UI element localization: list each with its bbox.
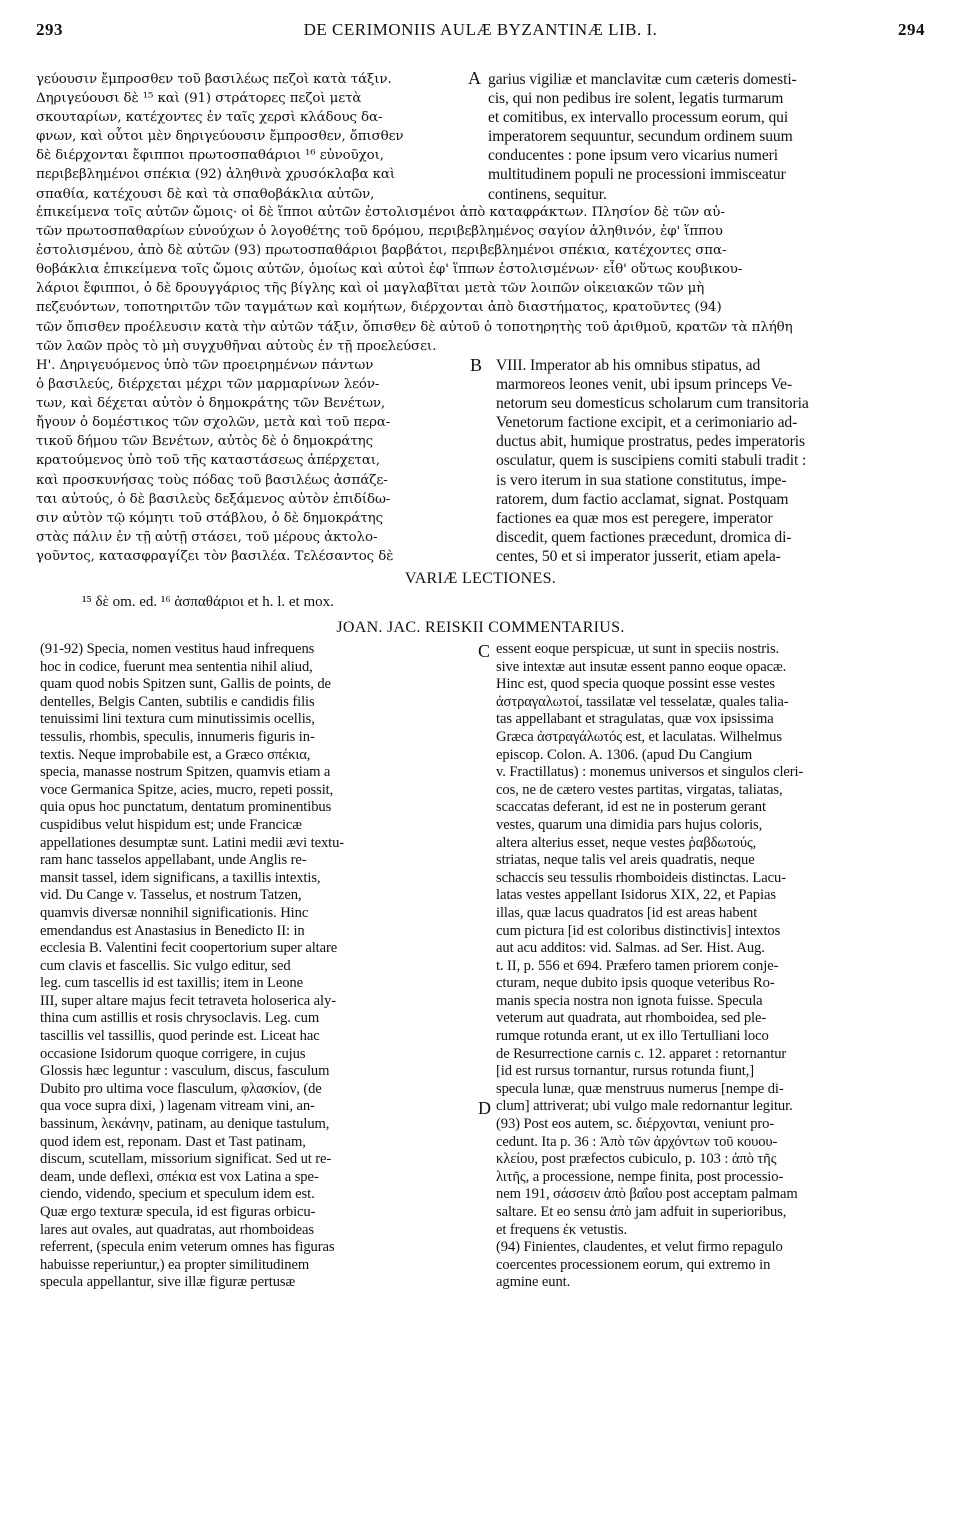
text-line: netorum seu domesticus scholarum cum transitoria	[496, 395, 809, 413]
text-line: marmoreos leones venit, ubi ipsum princeps Ve-	[496, 376, 793, 394]
text-line: clum] attriverat; ubi vulgo male redornantur legitur.	[496, 1098, 793, 1115]
text-line: VIII. Imperator ab his omnibus stipatus, ad	[496, 357, 761, 374]
section-marker-d: D	[478, 1098, 491, 1118]
text-line: θοβάκλια ἐπικείμενα τοῖς ὤμοις αὐτῶν, ὁμοίως καὶ αὐτοὶ ἐφ' ἵππων ἐστολισμένων· εἶθ' οὕτως κουβικου-	[36, 262, 743, 278]
text-line: altera alterius esset, neque vestes ῥαβδωτούς,	[496, 834, 757, 851]
text-line: (91-92) Specia, nomen vestitus haud infrequens	[40, 641, 315, 657]
text-line: osculatur, quem is suscipiens comiti stabuli tradit :	[496, 452, 807, 470]
text-line: γεύουσιν ἔμπροσθεν τοῦ βασιλέως πεζοὶ κατὰ τάξιν.	[36, 72, 392, 87]
text-line: hoc in codice, fuerunt mea sententia nihil aliud,	[40, 658, 313, 675]
text-line: περιβεβλημένοι σπέκια (92) ἀληθινὰ χρυσόκλαβα καὶ	[36, 167, 396, 183]
text-line: (93) Post eos autem, sc. διέρχονται, veniunt pro-	[496, 1116, 775, 1133]
text-line: Glossis hæc leguntur : vasculum, discus, fasculum	[40, 1063, 330, 1080]
commentary-right-column	[496, 641, 926, 1292]
text-line: λιτῆς, a processione, nempe finita, post processio-	[496, 1168, 784, 1185]
text-line: tenuissimi lini textura cum minutissimis ocellis,	[40, 711, 315, 728]
text-line: ἐπικείμενα τοῖς αὐτῶν ὤμοις· οἱ δὲ ἵπποι αὐτῶν ἐστολισμένοι ἀπὸ καταφράκτων. Πλησίον δὲ τῶν αὐ-	[36, 205, 725, 220]
text-line: ecclesia B. Valentini fecit coopertorium super altare	[40, 940, 338, 957]
text-line: habuisse reperiuntur,) ea propter similitudinem	[40, 1256, 310, 1273]
text-line: δὲ διέρχονται ἔφιπποι πρωτοσπαθάριοι ¹⁶ εὐνοῦχοι,	[36, 148, 384, 164]
commentary-heading: JOAN. JAC. REISKII COMMENTARIUS.	[336, 619, 625, 636]
text-line: rumque rotunda erant, ut ex illo Tertulliani loco	[496, 1028, 769, 1045]
text-line: tas appellabant et stragulatas, quæ vox ipsissima	[496, 711, 774, 728]
text-line: centes, 50 et si imperator jusserit, etiam apela-	[496, 547, 781, 565]
text-line: factiones ea quæ mos est peregere, imperator	[496, 509, 773, 527]
text-line: aut acu additos: vid. Salmas. ad Ser. Hist. Aug.	[496, 940, 765, 957]
text-line: ται αὐτούς, ὁ δὲ βασιλεὺς δεξάμενος αὐτὸν ἐπιδίδω-	[36, 491, 391, 507]
text-line: γοῦντος, κατασφραγίζει τὸν βασιλέα. Τελέσαντος δὲ	[36, 548, 394, 564]
text-line: κλείου, post præfectos cubiculo, p. 103 : ἀπὸ τῆς	[496, 1151, 777, 1168]
text-line: v. Fractillatus) : monemus universos et singulos cleri-	[496, 764, 804, 781]
text-line: dentelles, Belgis Canten, subtilis e candidis filis	[40, 693, 315, 710]
text-line: cis, qui non pedibus ire solent, legatis turmarum	[488, 90, 784, 108]
text-line: leg. cum tascellis id est taxillis; item in Leone	[40, 975, 303, 992]
text-line: λάριοι ἔφιπποι, ὁ δὲ δρουγγάριος τῆς βίγλης καὶ οἱ μαγλαβῖται μετὰ τῶν λοιπῶν οἰκειακῶν τῶν μὴ	[36, 281, 705, 297]
text-line: occasione Isidorum quoque corrigere, in cujus	[40, 1045, 306, 1062]
variae-line: ¹⁵ δὲ om. ed. ¹⁶ ἀσπαθάριοι et h. l. et mox.	[82, 594, 334, 610]
text-line: πεζευόντων, τοποτηριτῶν τῶν ταγμάτων καὶ κομήτων, διέρχονται ἀπὸ διαστήματος, κρατοῦντες (94)	[36, 300, 722, 316]
text-line: deam, unde deflexi, σπέκια est vox Latina a spe-	[40, 1168, 319, 1185]
text-line: vestes, quarum una dimidia pars hujus coloris,	[496, 816, 763, 833]
text-line: quamvis diversæ nonnihil significationis. Hinc	[40, 904, 309, 921]
text-line: continens, sequitur.	[488, 185, 607, 203]
text-line: Δηριγεύουσι δὲ ¹⁵ καὶ (91) στράτορες πεζοὶ μετὰ	[36, 91, 362, 107]
text-line: cum pictura [id est coloribus distinctivis] intextos	[496, 922, 781, 939]
text-line: III, super altare majus fecit tetraveta holoserica aly-	[40, 992, 336, 1009]
page-number-left: 293	[36, 20, 63, 39]
text-line: agmine eunt.	[496, 1274, 571, 1291]
text-line: conducentes : pone ipsum vero vicarius numeri	[488, 147, 778, 165]
text-line: ductus abit, humique prostratus, pedes imperatoris	[496, 433, 805, 451]
text-line: φνων, καὶ οὗτοι μὲν δηριγεύουσιν ἔμπροσθεν, ὄπισθεν	[36, 129, 404, 145]
running-title: DE CERIMONIIS AULÆ BYZANTINÆ LIB. I.	[303, 20, 658, 39]
text-line: [id est rursus tornantur, rursus rotunda fiunt,]	[496, 1063, 755, 1080]
text-line: qua voce supra dixi, ) lagenam vitream vini, an-	[40, 1098, 315, 1115]
text-line: τικοῦ δήμου τῶν Βενέτων, αὐτὸς δὲ ὁ δημοκράτης	[36, 434, 373, 450]
text-line: coercentes processionem eorum, qui extremo in	[496, 1256, 771, 1273]
text-line: schaccis seu tessulis rhomboideis distinctas. Lacu-	[496, 869, 786, 886]
text-line: quod idem est, reponam. Dast et Tast patinam,	[40, 1133, 306, 1150]
text-line: Quæ ergo texturæ specula, id est figuras orbicu-	[40, 1204, 316, 1220]
text-line: imperatorem sequuntur, secundum ordinem suum	[488, 128, 793, 146]
text-line: quia opus hoc punctatum, dentatum prominentibus	[40, 799, 332, 816]
section-marker-a: A	[468, 68, 481, 88]
text-line: Venetorum factione excipit, et a cerimoniario ad-	[496, 414, 798, 432]
text-line: multitudinem populi ne processioni immisceatur	[488, 166, 786, 184]
text-line: t. II, p. 556 et 694. Præfero tamen priorem conje-	[496, 957, 779, 974]
text-line: is vero iterum in sua statione constitutus, impe-	[496, 471, 787, 489]
text-line: των, καὶ δέχεται αὐτὸν ὁ δημοκράτης τῶν Βενέτων,	[36, 396, 386, 412]
text-line: referrent, (specula enim veterum omnes has figuras	[40, 1239, 335, 1256]
text-line: episcop. Colon. A. 1306. (apud Du Cangium	[496, 746, 753, 763]
text-line: specula lunæ, quæ menstruus numerus [nempe di-	[496, 1080, 784, 1097]
text-line: ἀστραγαλωτοί, tassilatæ vel tesselatæ, quales talia-	[496, 693, 789, 710]
text-line: appellationes desumptæ sunt. Latini medii ævi textu-	[40, 834, 345, 851]
text-line: latas vestes appellant Isidorus XIX, 22, et Papias	[496, 887, 776, 904]
text-line: sive intextæ aut insutæ essent panno eoque opacæ.	[496, 658, 787, 675]
text-line: tascillis vel tassillis, quod perinde est. Liceat hac	[40, 1028, 320, 1045]
text-line: illas, quæ lacus quadratos [id est areas habent	[496, 904, 758, 921]
text-line: σιν αὐτὸν τῷ κόμητι τοῦ στάβλου, ὁ δὲ δημοκράτης	[36, 510, 383, 526]
text-line: σπαθία, κατέχουσι δὲ καὶ τὰ σπαθοβάκλια αὐτῶν,	[36, 186, 375, 202]
text-line: vid. Du Cange v. Tasselus, et nostrum Tatzen,	[40, 887, 302, 904]
text-line: striatas, neque talis vel areis quadratis, neque	[496, 852, 755, 869]
text-line: Græca ἀστραγάλωτός est, et laculatas. Wilhelmus	[496, 728, 782, 745]
text-line: τῶν ὄπισθεν προέλευσιν κατὰ τὴν αὐτῶν τάξιν, ὄπισθεν δὲ αὐτοῦ ὁ τοποτηρητὴς τοῦ ἀριθμοῦ, κρατῶν τὰ πλήθη	[36, 319, 793, 335]
section-marker-c: C	[478, 641, 491, 661]
text-line: ἐστολισμένου, ἀπὸ δὲ αὐτῶν (93) πρωτοσπαθάριοι βαρβάτοι, περιβεβλημένοι σπέκια, κατέχοντες σπα-	[36, 243, 727, 259]
text-line: thina cum astillis et rosis chrysoclavis. Leg. cum	[40, 1010, 320, 1027]
text-line: Hinc est, quod specia quoque possint esse vestes	[496, 676, 775, 693]
text-line: et frequens ἐκ vetustis.	[496, 1221, 628, 1238]
page-number-right: 294	[898, 20, 925, 39]
text-line: lares aut ovales, aut quadratas, aut rhomboideas	[40, 1221, 315, 1238]
text-line: cos, ne de cætero vestes partitas, virgatas, taliatas,	[496, 781, 783, 798]
text-line: τῶν λαῶν πρὸς τὸ μὴ συγχυθῆναι αὐτοὺς ἐν τῇ προελεύσει.	[36, 338, 437, 354]
text-line: Η'. Δηριγευόμενος ὑπὸ τῶν προειρημένων πάντων	[36, 358, 374, 373]
text-line: κρατούμενος ὑπὸ τοῦ τῆς καταστάσεως ἀπέρχεται,	[36, 453, 381, 469]
text-line: ὁ βασιλεύς, διέρχεται μέχρι τῶν μαρμαρίνων λεόν-	[36, 377, 380, 393]
text-line: discedit, quem factiones præcedunt, dromica di-	[496, 528, 792, 546]
text-line: discum, scutellam, missorium significat. Sed ut re-	[40, 1151, 332, 1168]
text-line: garius vigiliæ et manclavitæ cum cæteris domesti-	[488, 71, 797, 88]
greek-text-full-width	[36, 203, 926, 356]
text-line: Dubito pro ultima voce flasculum, φλασκίον, (de	[40, 1080, 322, 1097]
text-line: tessulis, rhombis, speculis, innumeris figuris in-	[40, 728, 315, 745]
text-line: καὶ προσκυνήσας τοὺς πόδας τοῦ βασιλέως ἀσπάζε-	[36, 472, 388, 488]
text-line: cturam, neque dubito ipsis quoque veteribus Ro-	[496, 975, 775, 992]
text-line: emendandus est Anastasius in Benedicto II: in	[40, 922, 305, 939]
text-line: (94) Finientes, claudentes, et velut firmo repagulo	[496, 1239, 783, 1256]
text-line: textis. Neque improbabile est, a Græco σπέκια,	[40, 746, 311, 763]
variae-heading: VARIÆ LECTIONES.	[404, 570, 557, 587]
section-marker-b: B	[470, 355, 483, 375]
text-line: essent eoque perspicuæ, ut sunt in speciis nostris.	[496, 641, 780, 657]
text-line: mansit tassel, idem significans, a taxillis intextis,	[40, 869, 321, 886]
text-line: ratorem, dum factio acclamat, signat. Postquam	[496, 490, 789, 508]
commentary-left-column	[40, 641, 470, 1292]
text-line: cuspidibus velut hispidum est; unde Francicæ	[40, 816, 302, 833]
greek-text-middle	[36, 356, 468, 566]
greek-text-top	[36, 70, 468, 204]
latin-text-top	[488, 70, 926, 204]
text-line: στὰς πάλιν ἐν τῇ αὐτῇ στάσει, τοῦ μέρους ἀκτολο-	[36, 529, 378, 545]
text-line: τῶν πρωτοσπαθαρίων εὐνούχων ὁ λογοθέτης τοῦ δρόμου, περιβεβλημένος σαγίον ἀληθινόν, ἐφ' ἵππου	[36, 224, 723, 240]
text-line: specia, manasse nostrum Spitzen, quamvis etiam a	[40, 764, 331, 781]
text-line: cedunt. Ita p. 36 : Ἀπὸ τῶν ἀρχόντων τοῦ κουου-	[496, 1133, 778, 1150]
text-line: et comitibus, ex intervallo processum eorum, qui	[488, 109, 789, 127]
text-line: quam quod nobis Spitzen sunt, Gallis de points, de	[40, 676, 331, 693]
text-line: ram hanc tasselos appellabant, unde Anglis re-	[40, 852, 307, 869]
text-line: voce Germanica Spitze, acies, mucro, repeti possit,	[40, 781, 334, 798]
text-line: manis specia nostra non ignota fuisse. Specula	[496, 992, 763, 1009]
text-line: saltare. Et eo sensu ἀπὸ jam adfuit in superioribus,	[496, 1204, 787, 1220]
text-line: cum clavis et fascellis. Sic vulgo editur, sed	[40, 957, 291, 974]
text-line: ciendo, videndo, specium et speculum idem est.	[40, 1186, 315, 1203]
running-header	[36, 20, 925, 42]
text-line: scaccatas deferant, id est ne in posterum gerant	[496, 799, 766, 816]
text-line: σκουταρίων, κατέχοντες ἐν ταῖς χερσὶ κλάδους δα-	[36, 110, 383, 126]
text-line: nem 191, σάσσειν ἀπὸ βαΐου post acceptam palmam	[496, 1186, 798, 1203]
text-line: de Resurrectione carnis c. 12. apparet : retornantur	[496, 1045, 787, 1062]
text-line: specula appellantur, sive illæ figuræ pertusæ	[40, 1274, 296, 1291]
text-line: veterum aut quadrata, aut rhomboidea, sed ple-	[496, 1010, 767, 1027]
latin-text-middle	[496, 356, 926, 566]
text-line: bassinum, λεκάνην, patinam, au denique tastulum,	[40, 1116, 330, 1133]
text-line: ἤγουν ὁ δομέστικος τῶν σχολῶν, μετὰ καὶ τοῦ περα-	[36, 415, 391, 431]
